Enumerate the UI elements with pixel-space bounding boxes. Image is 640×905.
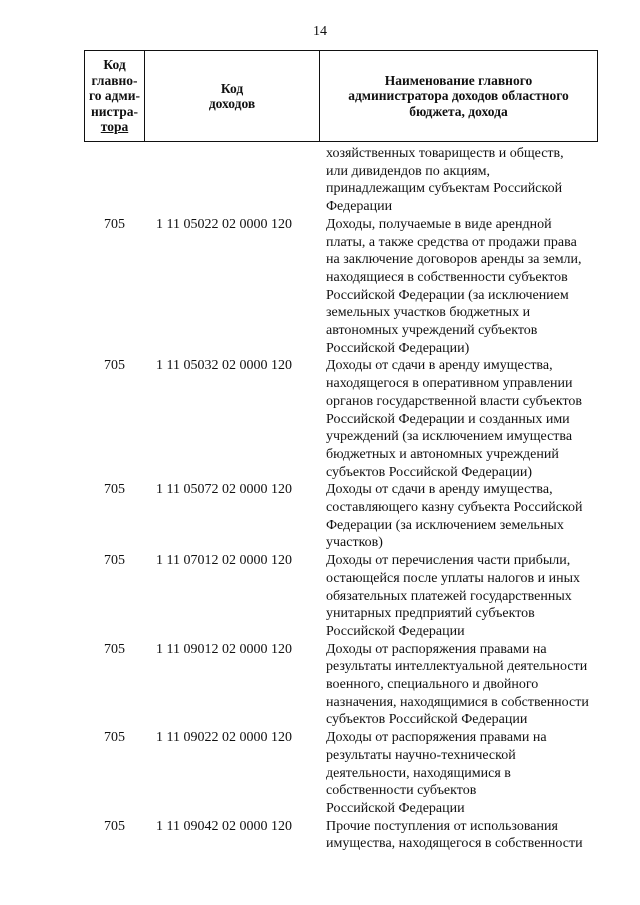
row-description-line: находящиеся в собственности субъектов (326, 269, 568, 285)
row-description-line: бюджетных и автономных учреждений (326, 446, 559, 462)
row-description-line: назначения, находящимися в собственности (326, 694, 589, 710)
row-income-code: 1 11 05032 02 0000 120 (156, 358, 292, 374)
row-description-line: земельных участков бюджетных и (326, 305, 531, 321)
header-admin-code-line: Код (103, 57, 126, 73)
row-admin-code: 705 (104, 358, 125, 374)
row-description-line: Доходы, получаемые в виде арендной (326, 216, 552, 232)
row-description-line: Российской Федерации) (326, 340, 470, 356)
header-admin-code-line: го адми- (89, 88, 140, 104)
row-income-code: 1 11 05022 02 0000 120 (156, 216, 292, 232)
table-header (84, 50, 598, 142)
row-description-line: на заключение договоров аренды за земли, (326, 252, 582, 268)
row-description-line: Доходы от распоряжения правами на (326, 730, 547, 746)
header-name-line: администратора доходов областного (348, 88, 569, 104)
row-description-line: Российской Федерации и созданных ими (326, 411, 570, 427)
row-description-line: Прочие поступления от использования (326, 818, 558, 834)
header-admin-code-line: тора (100, 119, 129, 135)
header-admin-code-line: главно- (91, 72, 138, 88)
row-description-line: Доходы от сдачи в аренду имущества, (326, 482, 553, 498)
row-description-line: остающейся после уплаты налогов и иных (326, 570, 580, 586)
row-description-line: составляющего казну субъекта Российской (326, 500, 583, 515)
row-description-line: находящегося в оперативном управлении (326, 376, 573, 392)
row-description-line: платы, а также средства от продажи права (326, 234, 577, 250)
continuation-line: Федерации (326, 199, 393, 215)
row-admin-code: 705 (104, 641, 125, 657)
row-description-line: участков) (326, 535, 383, 551)
row-description-line: Доходы от перечисления части прибыли, (326, 553, 571, 569)
row-description-line: органов государственной власти субъектов (326, 393, 583, 409)
header-admin-code (85, 51, 145, 141)
row-description-line: Российской Федерации (за исключением (326, 287, 569, 303)
row-description-line: учреждений (за исключением имущества (326, 429, 573, 445)
row-admin-code: 705 (104, 818, 125, 834)
row-description-line: обязательных платежей государственных (326, 588, 572, 604)
row-description-line: Доходы от сдачи в аренду имущества, (326, 358, 553, 374)
header-name-line: бюджета, дохода (409, 103, 508, 119)
header-income-code (145, 51, 320, 141)
continuation-line: или дивидендов по акциям, (326, 163, 491, 179)
row-description-line: собственности субъектов (326, 783, 477, 799)
header-admin-code-line: нистра- (90, 103, 139, 119)
row-admin-code: 705 (104, 216, 125, 232)
row-admin-code: 705 (104, 482, 125, 498)
row-admin-code: 705 (104, 730, 125, 746)
row-income-code: 1 11 09042 02 0000 120 (156, 818, 292, 834)
header-name-line: Наименование главного (384, 72, 533, 88)
row-description-line: результаты научно-технической (326, 747, 516, 763)
continuation-line: принадлежащим субъектам Российской (326, 181, 563, 197)
row-description-line: субъектов Российской Федерации) (326, 464, 533, 480)
row-description-line: Федерации (за исключением земельных (326, 517, 564, 533)
row-income-code: 1 11 07012 02 0000 120 (156, 553, 292, 569)
page-number: 14 (313, 24, 327, 39)
row-income-code: 1 11 09022 02 0000 120 (156, 730, 292, 746)
row-description-line: военного, специального и двойного (326, 677, 539, 692)
row-description-line: Российской Федерации (326, 800, 465, 816)
row-description-line: Доходы от распоряжения правами на (326, 641, 547, 657)
row-admin-code: 705 (104, 553, 125, 569)
header-name (320, 51, 597, 141)
header-income-code-line: доходов (208, 96, 256, 111)
row-description-line: унитарных предприятий субъектов (326, 606, 535, 622)
row-description-line: имущества, находящегося в собственности (326, 836, 583, 852)
row-description-line: Российской Федерации (326, 623, 465, 639)
row-description-line: деятельности, находящимися в (326, 765, 511, 781)
row-income-code: 1 11 05072 02 0000 120 (156, 482, 292, 498)
row-description-line: автономных учреждений субъектов (326, 323, 538, 338)
header-income-code-line: Код (220, 80, 244, 96)
row-income-code: 1 11 09012 02 0000 120 (156, 641, 292, 657)
row-description-line: результаты интеллектуальной деятельности (326, 659, 588, 675)
row-description-line: субъектов Российской Федерации (326, 712, 528, 728)
continuation-line: хозяйственных товариществ и обществ, (326, 146, 564, 161)
